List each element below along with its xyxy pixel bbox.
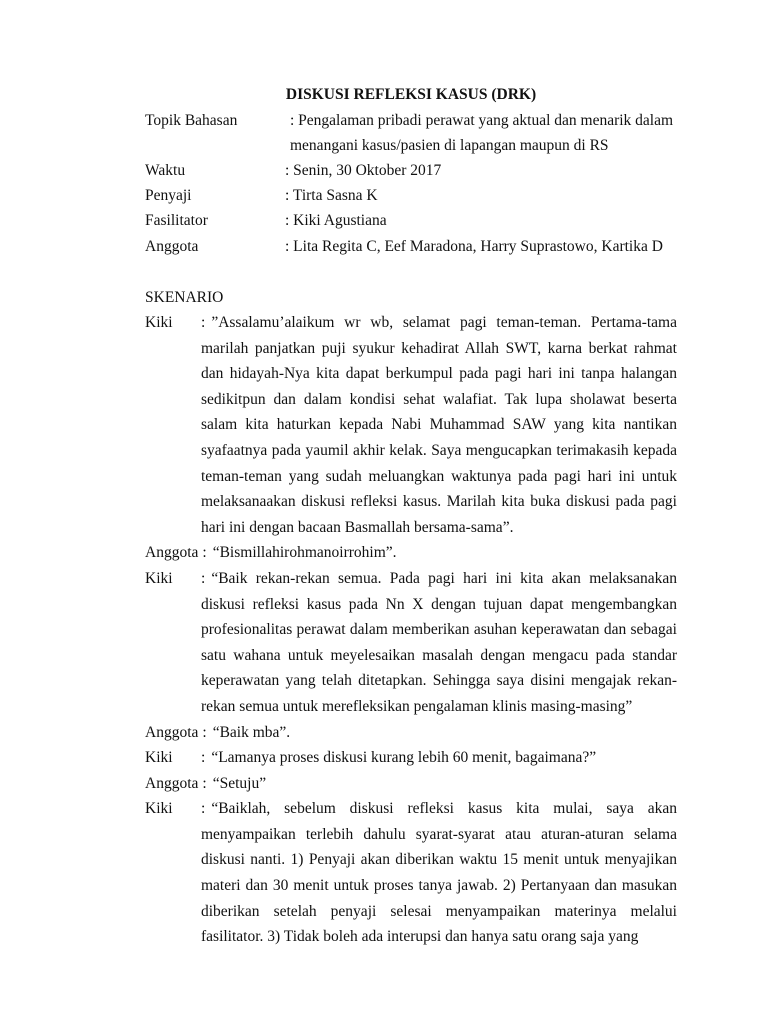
speaker-name: Anggota — [145, 774, 199, 792]
speech-content: “Lamanya proses diskusi kurang lebih 60 menit, bagaimana?” — [211, 749, 597, 767]
speaker-name: Kiki — [145, 569, 173, 587]
dialogue-turn — [145, 310, 677, 540]
speech-text — [198, 720, 677, 746]
dialogue-turn — [145, 540, 677, 566]
speech-content: “Bismillahirohmanoirrohim”. — [212, 544, 397, 562]
speech-content: “Baik mba”. — [212, 723, 291, 741]
speech-content: ”Assalamu’alaikum wr wb, selamat pagi teman-teman. Pertama-tama marilah panjatkan puji syukur kehadirat Allah SWT, karna berkat rahmat dan hidayah-Nya kita dapat berkumpul pada pagi hari ini tanpa halangan sedikitpun dan dalam kondisi sehat walafiat. Tak lupa sholawat beserta salam kita haturkan kepada Nabi Muhammad SAW yang kita nantikan syafaatnya pada yaumil akhir kelak. Saya mengucapkan terimakasih kepada teman-teman yang sudah meluangkan waktunya pada pagi hari ini untuk melaksanaakan diskusi refleksi kasus. Marilah kita buka diskusi pada pagi hari ini dengan bacaan Basmallah bersama-sama”. — [201, 314, 677, 536]
speech-content: “Baiklah, sebelum diskusi refleksi kasus kita mulai, saya akan menyampaikan terlebih dahulu syarat-syarat atau aturan-aturan selama diskusi nanti. 1) Penyaji akan diberikan waktu 15 menit untuk menyajikan materi dan 30 menit untuk proses tanya jawab. 2) Pertanyaan dan masukan diberikan setelah penyaji selesai menyampaikan materinya melalui fasilitator. 3) Tidak boleh ada interupsi dan hanya satu orang saja yang — [201, 800, 677, 946]
meta-value — [290, 108, 685, 158]
speaker-name: Kiki — [145, 800, 173, 818]
speech-separator: : — [201, 749, 206, 767]
section-heading-skenario: SKENARIO — [145, 289, 224, 306]
dialogue-turn — [145, 745, 677, 771]
speech-text — [201, 745, 677, 771]
speech-separator: : — [202, 774, 207, 792]
meta-value: : Senin, 30 Oktober 2017 — [285, 162, 442, 179]
meta-value-line: : Pengalaman pribadi perawat yang aktual dan menarik dalam — [290, 112, 674, 129]
speech-separator: : — [201, 800, 206, 818]
speaker-name: Kiki — [145, 314, 173, 331]
speaker-name: Anggota — [145, 544, 199, 562]
meta-label: Penyaji — [145, 187, 192, 204]
meta-label: Waktu — [145, 162, 186, 179]
dialogue-turn — [145, 566, 677, 720]
meta-label: Anggota — [145, 238, 199, 255]
speech-separator: : — [202, 544, 207, 562]
dialogue-turn — [145, 796, 677, 950]
dialogue — [145, 310, 677, 950]
meta-label: Fasilitator — [145, 212, 208, 229]
document-title: DISKUSI REFLEKSI KASUS (DRK) — [285, 86, 537, 103]
speech-text — [198, 540, 677, 566]
meta-label: Topik Bahasan — [145, 112, 238, 129]
meta-value: : Kiki Agustiana — [285, 212, 387, 229]
dialogue-turn — [145, 720, 677, 746]
speech-content: “Baik rekan-rekan semua. Pada pagi hari ini kita akan melaksanakan diskusi refleksi kasus pada Nn X dengan tujuan dapat mengembangkan profesionalitas perawat dalam memberikan asuhan keperawatan dan sebagai satu wahana untuk meyelesaikan masalah dengan mengacu pada standar keperawatan yang telah ditetapkan. Sehingga saya disini mengajak rekan-rekan semua untuk merefleksikan pengalaman klinis masing-masing” — [201, 569, 677, 715]
speech-text — [198, 771, 677, 797]
meta-value-continuation: menangani kasus/pasien di lapangan maupun di RS — [290, 137, 609, 154]
meta-row-topik — [145, 108, 685, 158]
meta-value: : Lita Regita C, Eef Maradona, Harry Suprastowo, Kartika D — [285, 238, 663, 255]
speech-text — [201, 310, 677, 540]
speech-separator: : — [202, 723, 207, 741]
speech-text — [201, 796, 677, 950]
speaker-name: Kiki — [145, 749, 173, 767]
meta-value: : Tirta Sasna K — [285, 187, 378, 204]
speaker-name: Anggota — [145, 723, 199, 741]
speech-separator: : — [201, 569, 206, 587]
speech-separator: : — [201, 314, 206, 331]
speech-text — [201, 566, 677, 720]
speech-content: “Setuju” — [212, 774, 267, 792]
dialogue-turn — [145, 771, 677, 797]
